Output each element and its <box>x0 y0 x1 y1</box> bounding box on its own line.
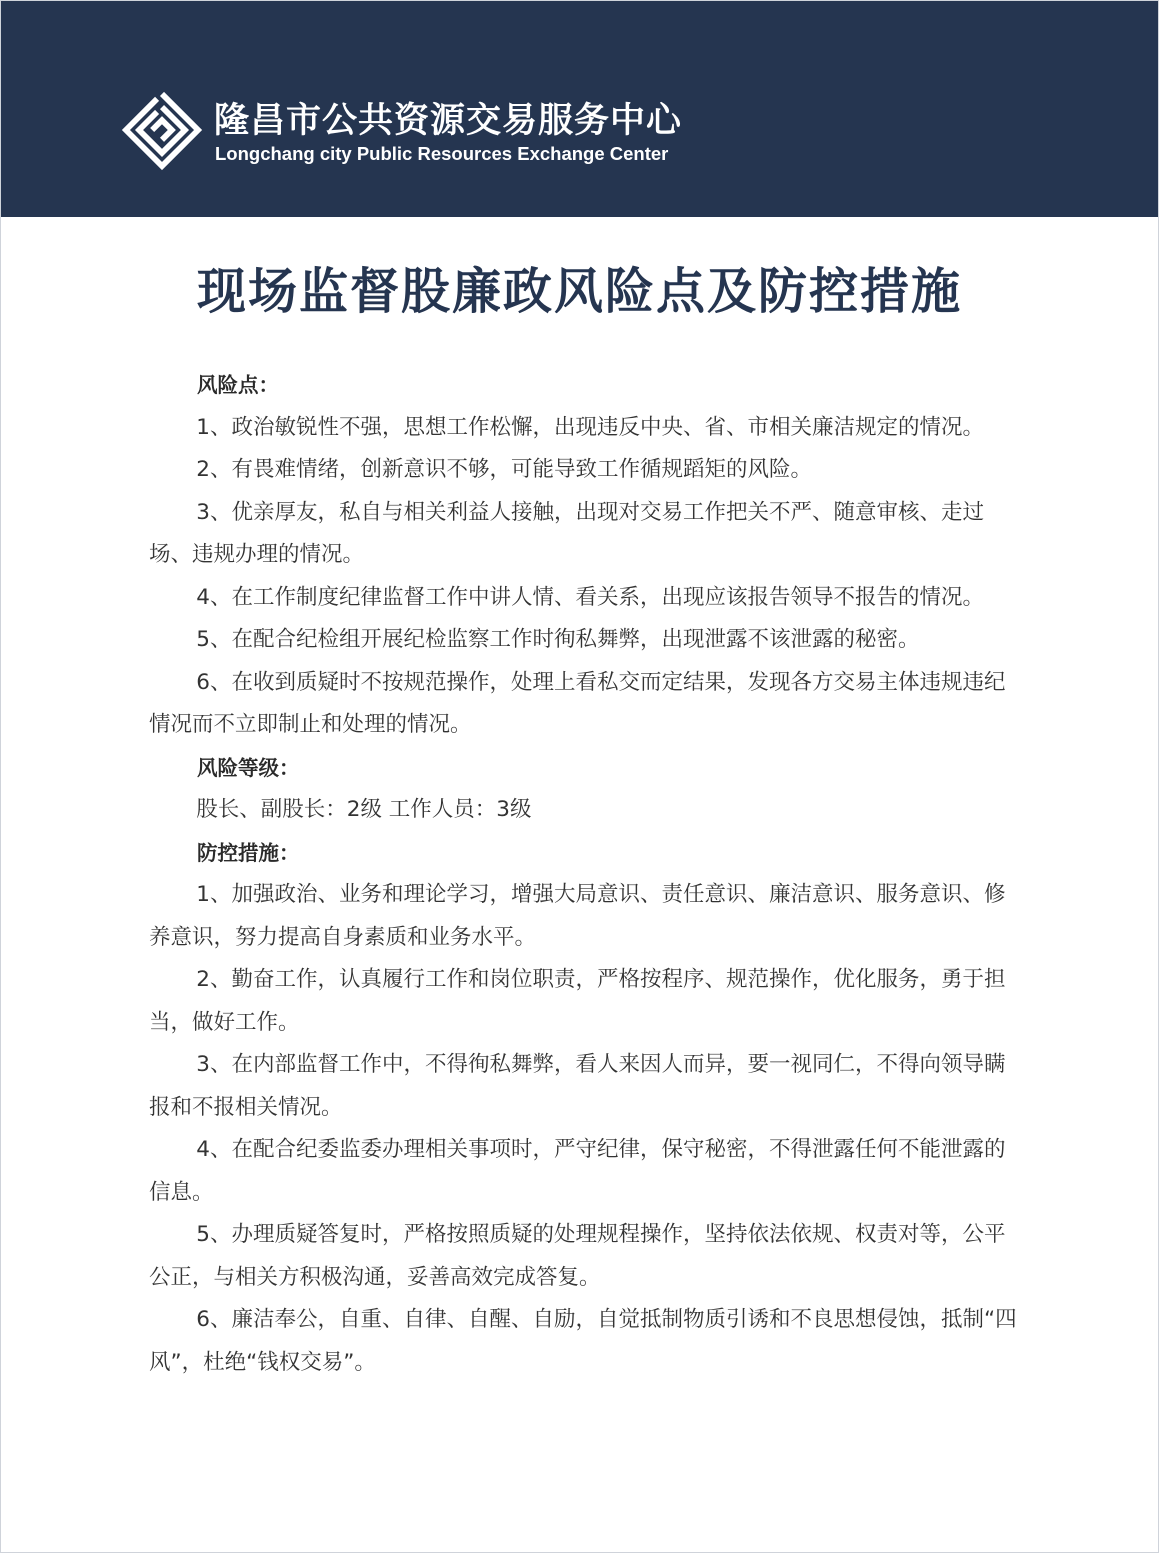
risk-point-item: 3、优亲厚友，私自与相关利益人接触，出现对交易工作把关不严、随意审核、走过场、违规办理的情况。 <box>149 499 984 567</box>
measure-item: 3、在内部监督工作中，不得徇私舞弊，看人来因人而异，要一视同仁，不得向领导瞒报和不报相关情况。 <box>149 1052 1006 1120</box>
page-title: 现场监督股廉政风险点及防控措施 <box>196 263 962 320</box>
risk-points-heading: 风险点： <box>197 373 279 397</box>
organization-name-cn: 隆昌市公共资源交易服务中心 <box>214 101 683 141</box>
risk-point-item: 4、在工作制度纪律监督工作中讲人情、看关系，出现应该报告领导不报告的情况。 <box>196 584 984 610</box>
measure-item: 2、勤奋工作，认真履行工作和岗位职责，严格按程序、规范操作，优化服务，勇于担当，做好工作。 <box>149 967 1006 1035</box>
measure-item: 4、在配合纪委监委办理相关事项时，严守纪律，保守秘密，不得泄露任何不能泄露的信息。 <box>149 1137 1006 1205</box>
risk-level-text: 股长、副股长：2级 工作人员：3级 <box>196 797 532 822</box>
measures-heading: 防控措施： <box>197 840 300 865</box>
risk-point-item: 6、在收到质疑时不按规范操作，处理上看私交而定结果，发现各方交易主体违规违纪情况而不立即制止和处理的情况。 <box>149 669 1006 737</box>
diamond-maze-logo-icon <box>121 89 203 171</box>
risk-point-item: 5、在配合纪检组开展纪检监察工作时徇私舞弊，出现泄露不该泄露的秘密。 <box>196 627 920 652</box>
measure-item: 5、办理质疑答复时，严格按照质疑的处理规程操作，坚持依法依规、权责对等，公平公正，与相关方积极沟通，妥善高效完成答复。 <box>149 1222 1006 1290</box>
risk-level-heading: 风险等级： <box>197 755 300 780</box>
header-banner <box>1 1 1158 217</box>
risk-point-item: 1、政治敏锐性不强，思想工作松懈，出现违反中央、省、市相关廉洁规定的情况。 <box>196 414 984 440</box>
measure-item: 6、廉洁奉公，自重、自律、自醒、自励，自觉抵制物质引诱和不良思想侵蚀，抵制“四风”，杜绝“钱权交易”。 <box>149 1307 1017 1375</box>
measure-item: 1、加强政治、业务和理论学习，增强大局意识、责任意识、廉洁意识、服务意识、修养意识，努力提高自身素质和业务水平。 <box>149 882 1006 950</box>
document-body <box>149 364 1019 1384</box>
organization-name-en: Longchang city Public Resources Exchange Center <box>215 143 669 164</box>
risk-point-item: 2、有畏难情绪，创新意识不够，可能导致工作循规蹈矩的风险。 <box>196 457 812 482</box>
